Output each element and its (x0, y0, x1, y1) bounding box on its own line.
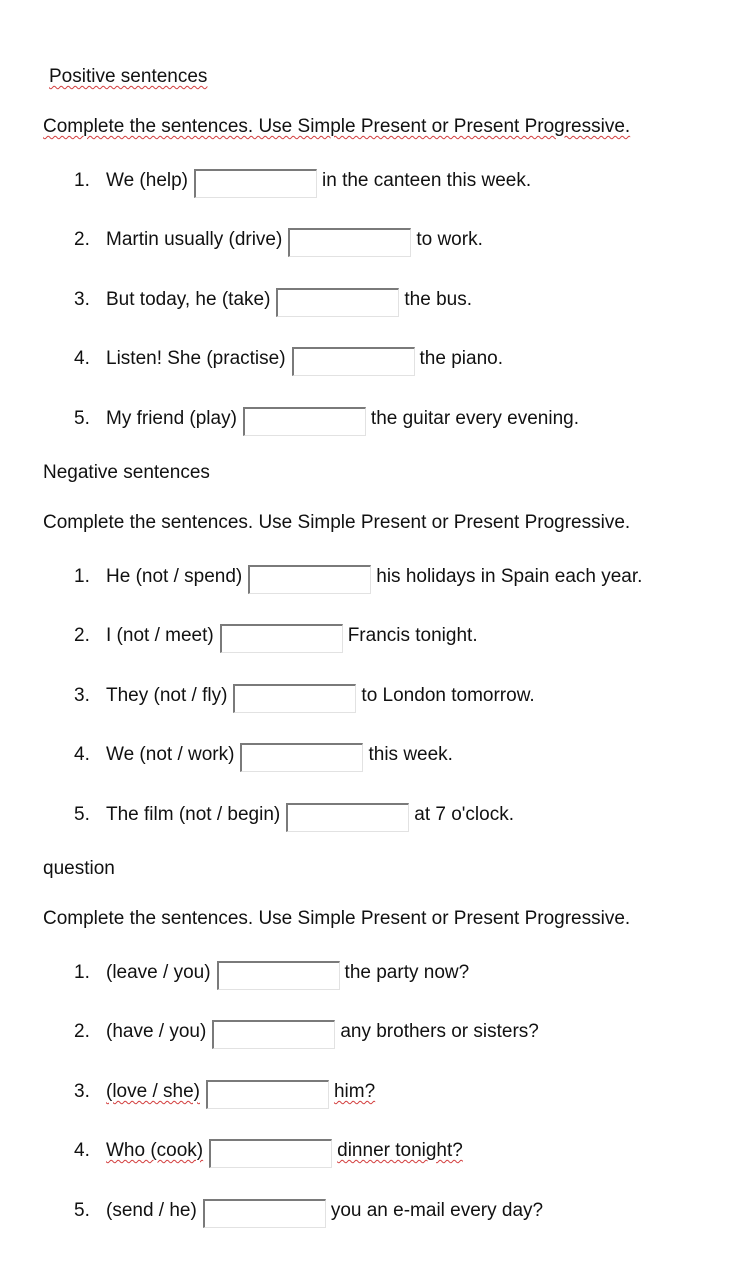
item-number: 3. (74, 685, 90, 706)
exercise-item (74, 219, 483, 251)
answer-input[interactable] (292, 347, 415, 376)
exercise-item (74, 1071, 375, 1103)
item-prompt: He (not / spend) (106, 566, 243, 587)
item-continuation: the guitar every evening. (370, 408, 579, 429)
answer-input[interactable] (217, 961, 340, 990)
item-continuation: the piano. (419, 348, 503, 369)
instruction-negative: Complete the sentences. Use Simple Present or Present Progressive. (43, 512, 631, 533)
item-continuation: Francis tonight. (347, 625, 478, 646)
item-number: 2. (74, 1021, 90, 1042)
answer-input[interactable] (288, 228, 411, 257)
exercise-item (74, 398, 579, 430)
answer-input[interactable] (203, 1199, 326, 1228)
item-prompt: The film (not / begin) (106, 804, 281, 825)
exercise-item (74, 338, 503, 370)
item-continuation: this week. (368, 744, 453, 765)
section-heading-positive: Positive sentences (49, 66, 208, 87)
exercise-item (74, 279, 472, 311)
answer-input[interactable] (286, 803, 409, 832)
item-number: 2. (74, 229, 90, 250)
item-number: 5. (74, 1200, 90, 1221)
item-continuation: at 7 o'clock. (414, 804, 514, 825)
item-number: 5. (74, 408, 90, 429)
item-continuation: to work. (416, 229, 483, 250)
answer-input[interactable] (212, 1020, 335, 1049)
item-continuation: you an e-mail every day? (330, 1200, 544, 1221)
answer-input[interactable] (276, 288, 399, 317)
exercise-item (74, 734, 453, 766)
item-prompt: We (help) (106, 170, 189, 191)
item-prompt: (send / he) (106, 1200, 197, 1221)
item-continuation: him? (333, 1081, 376, 1102)
item-number: 1. (74, 566, 90, 587)
item-prompt: They (not / fly) (106, 685, 228, 706)
exercise-item (74, 1190, 543, 1222)
answer-input[interactable] (243, 407, 366, 436)
item-number: 2. (74, 625, 90, 646)
answer-input[interactable] (240, 743, 363, 772)
item-number: 4. (74, 744, 90, 765)
item-prompt: But today, he (take) (106, 289, 271, 310)
exercise-item (74, 615, 478, 647)
item-number: 4. (74, 1140, 90, 1161)
item-number: 1. (74, 170, 90, 191)
exercise-item (74, 1011, 539, 1043)
answer-input[interactable] (220, 624, 343, 653)
item-prompt: My friend (play) (106, 408, 237, 429)
item-continuation: any brothers or sisters? (340, 1021, 539, 1042)
item-prompt: Martin usually (drive) (106, 229, 283, 250)
section-heading-question: question (43, 858, 115, 879)
exercise-item (74, 160, 531, 192)
item-prompt: Listen! She (practise) (106, 348, 286, 369)
answer-input[interactable] (248, 565, 371, 594)
section-heading-negative: Negative sentences (43, 462, 210, 483)
item-prompt: I (not / meet) (106, 625, 214, 646)
item-number: 5. (74, 804, 90, 825)
item-number: 3. (74, 1081, 90, 1102)
answer-input[interactable] (209, 1139, 332, 1168)
exercise-item (74, 952, 469, 984)
answer-input[interactable] (194, 169, 317, 198)
item-prompt: (have / you) (106, 1021, 207, 1042)
item-prompt: (leave / you) (106, 962, 211, 983)
item-continuation: the party now? (344, 962, 470, 983)
item-number: 4. (74, 348, 90, 369)
exercise-item (74, 556, 642, 588)
item-continuation: to London tomorrow. (361, 685, 535, 706)
exercise-item (74, 1130, 463, 1162)
item-number: 1. (74, 962, 90, 983)
item-prompt: We (not / work) (106, 744, 235, 765)
item-number: 3. (74, 289, 90, 310)
exercise-item (74, 675, 535, 707)
item-continuation: his holidays in Spain each year. (376, 566, 643, 587)
instruction-question: Complete the sentences. Use Simple Present or Present Progressive. (43, 908, 631, 929)
item-prompt: (love / she) (106, 1081, 200, 1102)
instruction-positive: Complete the sentences. Use Simple Present or Present Progressive. (43, 116, 631, 137)
exercise-item (74, 794, 514, 826)
item-continuation: the bus. (404, 289, 473, 310)
item-continuation: dinner tonight? (337, 1140, 463, 1161)
answer-input[interactable] (206, 1080, 329, 1109)
item-continuation: in the canteen this week. (322, 170, 532, 191)
answer-input[interactable] (233, 684, 356, 713)
item-prompt: Who (cook) (106, 1140, 204, 1161)
